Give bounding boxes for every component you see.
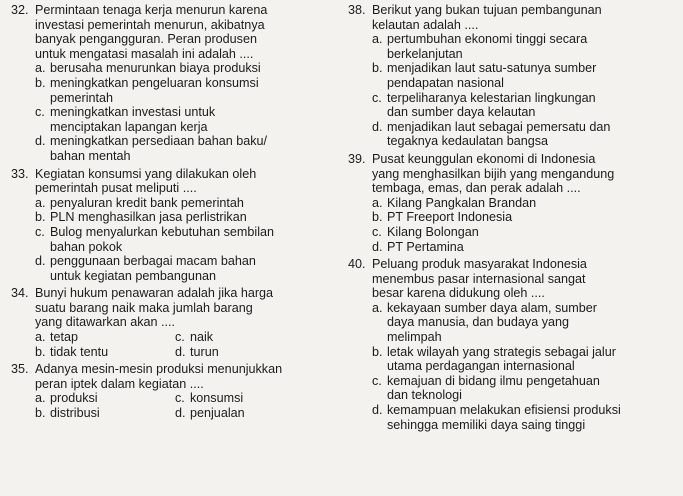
option-d[interactable] [35, 254, 337, 283]
question-number: 32. [11, 3, 29, 17]
question-39 [348, 152, 678, 254]
option-text: kemampuan melakukan efisiensi produksi sehingga memiliki daya saing tinggi [387, 403, 621, 432]
option-letter: d. [175, 344, 186, 359]
option-letter: b. [35, 210, 46, 225]
option-letter: a. [372, 300, 383, 315]
option-text: distribusi [50, 406, 100, 421]
option-letter: a. [35, 195, 46, 210]
option-letter: c. [372, 224, 382, 239]
option-letter: c. [35, 105, 45, 120]
option-text: Kilang Pangkalan Brandan [387, 195, 537, 210]
question-stem [348, 257, 678, 301]
question-stem [11, 362, 337, 391]
option-c[interactable] [372, 225, 678, 240]
question-stem [348, 152, 678, 196]
option-c[interactable] [35, 225, 337, 254]
question-text: Peluang produk masyarakat Indonesia menembus pasar internasional sangat besar karena didukung oleh .... [372, 257, 587, 301]
option-text: terpeliharanya kelestarian lingkungan dan sumber daya kelautan [387, 90, 596, 120]
option-list [348, 32, 678, 149]
option-c[interactable] [372, 374, 678, 403]
option-text: letak wilayah yang strategis sebagai jalur utama perdagangan internasional [387, 344, 616, 374]
option-text: produksi [50, 391, 98, 406]
option-letter: c. [35, 224, 45, 239]
question-number: 35. [11, 362, 29, 377]
option-letter: b. [372, 61, 383, 76]
option-letter: c. [372, 90, 382, 105]
question-32 [11, 3, 337, 164]
option-text: PT Freeport Indonesia [387, 210, 513, 225]
option-d[interactable] [372, 120, 678, 149]
question-35 [11, 362, 337, 420]
question-text: Kegiatan konsumsi yang dilakukan oleh pemerintah pusat meliputi .... [35, 166, 257, 196]
option-letter: b. [35, 75, 46, 90]
option-c[interactable] [175, 330, 335, 345]
option-text: naik [190, 330, 214, 345]
option-text: pertumbuhan ekonomi tinggi secara berkelanjutan [387, 32, 588, 61]
option-text: menjadikan laut sebagai pemersatu dan tegaknya kedaulatan bangsa [387, 119, 611, 149]
option-a[interactable] [372, 32, 678, 61]
option-c[interactable] [372, 91, 678, 120]
option-text: meningkatkan investasi untuk menciptakan lapangan kerja [50, 105, 216, 134]
question-text: Berikut yang bukan tujuan pembangunan kelautan adalah .... [372, 3, 602, 32]
question-stem [11, 167, 337, 196]
option-a[interactable] [35, 391, 175, 406]
option-text: kekayaan sumber daya alam, sumber daya manusia, dan budaya yang melimpah [387, 300, 597, 345]
option-grid [11, 391, 337, 420]
option-letter: c. [175, 330, 185, 345]
option-a[interactable] [35, 330, 175, 345]
question-number: 34. [11, 286, 29, 301]
option-a[interactable] [35, 61, 337, 76]
option-b[interactable] [372, 61, 678, 90]
option-grid [11, 330, 337, 359]
option-letter: a. [35, 61, 46, 76]
option-b[interactable] [35, 406, 175, 421]
option-text: PLN menghasilkan jasa perlistrikan [50, 210, 247, 225]
option-a[interactable] [35, 196, 337, 211]
question-text: Permintaan tenaga kerja menurun karena investasi pemerintah menurun, akibatnya banyak pengangguran. Peran produsen untuk mengatasi masalah ini adalah .... [35, 3, 268, 61]
question-number: 33. [11, 166, 29, 181]
question-stem [11, 286, 337, 330]
option-text: meningkatkan pengeluaran konsumsi pemerintah [50, 75, 259, 105]
option-letter: c. [372, 373, 382, 388]
option-d[interactable] [372, 240, 678, 255]
option-b[interactable] [372, 345, 678, 374]
question-stem [348, 3, 678, 32]
option-text: PT Pertamina [387, 239, 464, 254]
option-list [348, 196, 678, 254]
option-text: meningkatkan persediaan bahan baku/ bahan mentah [50, 134, 268, 163]
option-text: penjualan [190, 406, 245, 421]
option-text: Bulog menyalurkan kebutuhan sembilan bahan pokok [50, 224, 275, 254]
option-letter: d. [35, 134, 46, 149]
option-d[interactable] [35, 134, 337, 163]
option-letter: d. [175, 406, 186, 421]
option-d[interactable] [372, 403, 678, 432]
right-column [348, 3, 678, 435]
option-text: kemajuan di bidang ilmu pengetahuan dan teknologi [387, 373, 600, 403]
option-a[interactable] [372, 196, 678, 211]
option-b[interactable] [35, 210, 337, 225]
option-letter: c. [175, 391, 185, 406]
option-letter: a. [35, 391, 46, 406]
option-text: Kilang Bolongan [387, 224, 479, 239]
left-column [11, 3, 337, 424]
option-a[interactable] [372, 301, 678, 345]
option-text: tidak tentu [50, 344, 109, 359]
question-number: 38. [348, 3, 366, 17]
question-text: Bunyi hukum penawaran adalah jika harga suatu barang naik maka jumlah barang yang ditawarkan akan .... [35, 286, 274, 330]
question-text: Pusat keunggulan ekonomi di Indonesia yang menghasilkan bijih yang mengandung tembaga, emas, dan perak adalah .... [372, 151, 615, 196]
option-b[interactable] [35, 345, 175, 360]
option-letter: b. [35, 406, 46, 421]
question-40 [348, 257, 678, 432]
option-text: penggunaan berbagai macam bahan untuk kegiatan pembangunan [50, 254, 256, 283]
question-stem [11, 3, 337, 61]
option-letter: b. [372, 210, 383, 225]
option-list [11, 61, 337, 163]
option-b[interactable] [35, 76, 337, 105]
option-b[interactable] [372, 210, 678, 225]
question-33 [11, 167, 337, 284]
question-34 [11, 286, 337, 359]
option-list [348, 301, 678, 432]
option-text: konsumsi [190, 391, 244, 406]
option-text: berusaha menurunkan biaya produksi [50, 61, 261, 76]
option-letter: d. [35, 254, 46, 269]
option-letter: a. [35, 330, 46, 345]
option-text: turun [190, 344, 219, 359]
option-letter: a. [372, 32, 383, 47]
option-letter: b. [372, 344, 383, 359]
option-c[interactable] [175, 391, 335, 406]
option-letter: d. [372, 119, 383, 134]
option-c[interactable] [35, 105, 337, 134]
option-d[interactable] [175, 406, 335, 421]
option-text: menjadikan laut satu-satunya sumber pendapatan nasional [387, 61, 597, 90]
option-letter: a. [372, 195, 383, 210]
option-letter: d. [372, 239, 383, 254]
option-list [11, 196, 337, 284]
option-letter: b. [35, 344, 46, 359]
question-text: Adanya mesin-mesin produksi menunjukkan peran iptek dalam kegiatan .... [35, 362, 283, 391]
question-38 [348, 3, 678, 149]
option-letter: d. [372, 403, 383, 418]
question-number: 40. [348, 257, 366, 272]
question-number: 39. [348, 151, 366, 166]
option-d[interactable] [175, 345, 335, 360]
option-text: penyaluran kredit bank pemerintah [50, 195, 244, 210]
option-text: tetap [50, 330, 79, 345]
